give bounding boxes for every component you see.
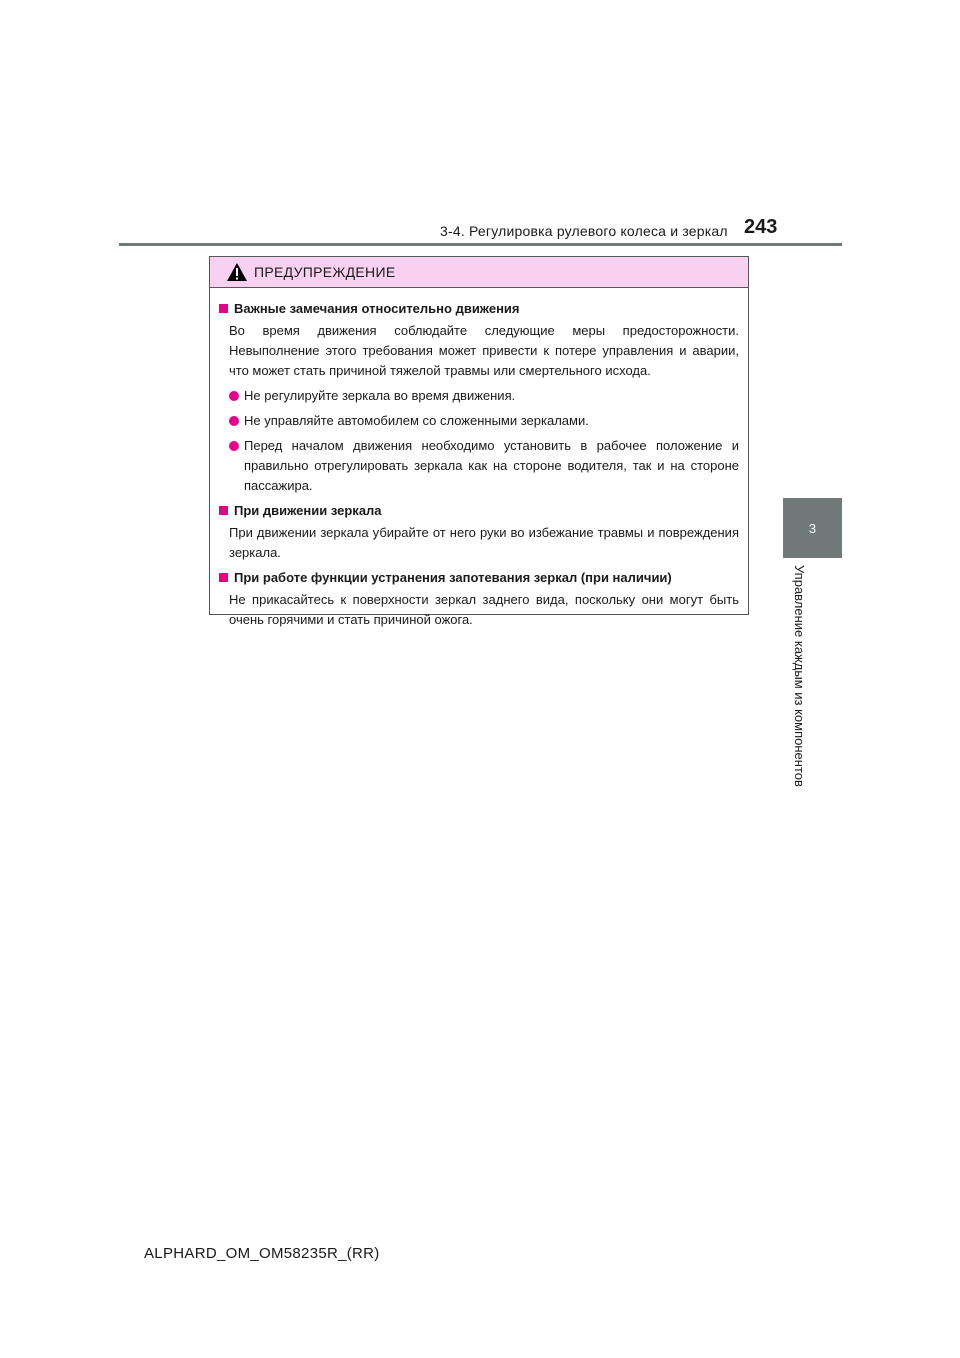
section-heading-text: При движении зеркала xyxy=(234,503,382,518)
section-heading-text: При работе функции устранения запотевания зеркал (при наличии) xyxy=(234,570,672,585)
dot-bullet-icon xyxy=(229,416,239,426)
chapter-number: 3 xyxy=(808,520,817,536)
list-item xyxy=(229,436,739,496)
header-rule xyxy=(119,243,842,246)
section-text: Во время движения соблюдайте следующие меры предосторожности. Невыполнение этого требования может привести к потере управления и аварии, что может стать причиной тяжелой травмы или смертельного исхода. xyxy=(229,323,739,378)
section-text: Не прикасайтесь к поверхности зеркал заднего вида, поскольку они могут быть очень горячими и стать причиной ожога. xyxy=(229,592,739,627)
square-bullet-icon xyxy=(219,573,228,582)
list-item-text: Перед началом движения необходимо установить в рабочее положение и правильно отрегулировать зеркала как на стороне водителя, так и на стороне пассажира. xyxy=(244,438,739,493)
warning-triangle-icon xyxy=(226,262,248,282)
footer-doc-id: ALPHARD_OM_OM58235R_(RR) xyxy=(144,1245,380,1262)
warning-body xyxy=(210,288,748,630)
section-heading xyxy=(219,501,739,521)
warning-section-mirror-movement xyxy=(219,501,739,563)
dot-bullet-icon xyxy=(229,441,239,451)
list-item-text: Не управляйте автомобилем со сложенными зеркалами. xyxy=(244,413,589,428)
warning-section-defogger xyxy=(219,568,739,630)
section-heading xyxy=(219,299,739,319)
section-heading xyxy=(219,568,739,588)
warning-header xyxy=(210,257,748,288)
chapter-tab xyxy=(783,498,842,558)
page-number: 243 xyxy=(744,216,778,238)
chapter-title: Управление каждым из компонентов xyxy=(792,565,807,787)
square-bullet-icon xyxy=(219,506,228,515)
dot-bullet-icon xyxy=(229,391,239,401)
warning-title: ПРЕДУПРЕЖДЕНИЕ xyxy=(254,264,396,280)
warning-box xyxy=(209,256,749,627)
header-section-title: 3-4. Регулировка рулевого колеса и зеркал xyxy=(440,223,728,239)
section-text: При движении зеркала убирайте от него руки во избежание травмы и повреждения зеркала. xyxy=(229,525,739,560)
section-heading-text: Важные замечания относительно движения xyxy=(234,301,520,316)
square-bullet-icon xyxy=(219,304,228,313)
list-item xyxy=(229,411,739,431)
warning-section-driving xyxy=(219,299,739,496)
list-item xyxy=(229,386,739,406)
list-item-text: Не регулируйте зеркала во время движения. xyxy=(244,388,516,403)
